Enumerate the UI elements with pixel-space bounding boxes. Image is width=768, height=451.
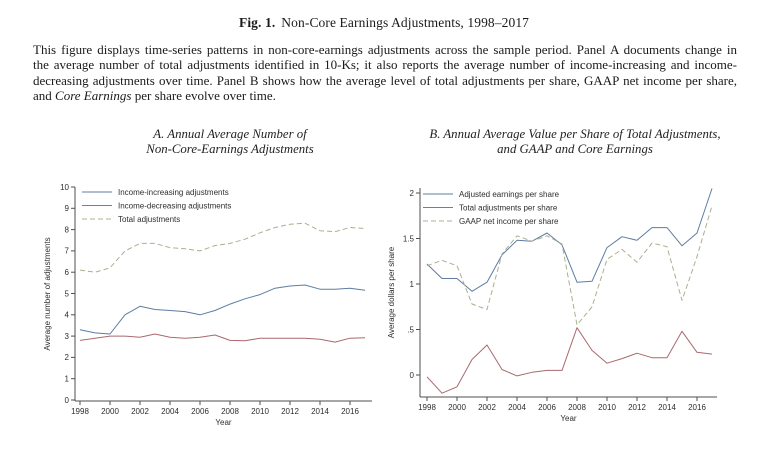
caption-line-2: the average number of total adjustments identified in 10-Ks; it also reports the average number of income-increasing and income- [33, 57, 737, 73]
y-tick-label: .5 [407, 325, 414, 335]
legend-label: Total adjustments per share [459, 203, 558, 213]
series-line-total-adjustments [80, 223, 365, 272]
series-line-income-decreasing-adjustments [80, 334, 365, 342]
caption-line-3: decreasing adjustments over time. Panel B shows how the average level of total adjustments per share, GAAP net income per share, [33, 72, 737, 88]
legend-label: Income-decreasing adjustments [118, 201, 232, 211]
legend-label: Income-increasing adjustments [118, 188, 229, 197]
figure-title-text: Non-Core Earnings Adjustments, 1998–2017 [281, 15, 530, 30]
caption-core-earnings-italic: Core Earnings [55, 87, 132, 103]
figure-title [0, 15, 768, 31]
x-tick-label: 2008 [221, 407, 239, 416]
x-axis-title: Year [215, 418, 232, 427]
y-tick-label: 0 [409, 370, 414, 380]
panel-b-title-line1: B. Annual Average Value per Share of Total Adjustments, [429, 127, 721, 141]
x-tick-label: 2008 [568, 403, 586, 412]
panel-b-chart [385, 175, 725, 427]
y-tick-label: 9 [64, 204, 69, 214]
series-line-income-increasing-adjustments [80, 285, 365, 334]
x-tick-label: 2014 [311, 407, 329, 416]
x-tick-label: 2012 [281, 407, 299, 416]
y-tick-label: 2 [64, 353, 69, 363]
x-tick-label: 2012 [628, 403, 646, 412]
y-tick-label: 7 [64, 246, 69, 256]
x-tick-label: 2004 [161, 407, 179, 416]
legend-label: Adjusted earnings per share [459, 190, 560, 199]
y-tick-label: 1 [409, 279, 414, 289]
figure-caption [33, 42, 737, 103]
panel-b-title-line2: and GAAP and Core Earnings [497, 142, 653, 156]
caption-line-1: This figure displays time-series patterns in non-core-earnings adjustments across the sample period. Panel A documents change in [33, 42, 737, 57]
caption-line-4 [33, 88, 737, 103]
y-tick-label: 6 [64, 268, 69, 277]
x-tick-label: 2000 [448, 403, 466, 412]
y-tick-label: 0 [64, 395, 69, 405]
x-tick-label: 2010 [251, 407, 269, 416]
y-tick-label: 10 [60, 182, 69, 192]
x-tick-label: 2004 [508, 403, 526, 412]
y-axis-title: Average number of adjustments [43, 237, 52, 351]
y-tick-label: 5 [64, 289, 69, 299]
x-tick-label: 2014 [658, 403, 676, 412]
x-tick-label: 1998 [418, 403, 436, 412]
x-tick-label: 2002 [478, 403, 496, 412]
x-tick-label: 1998 [71, 407, 89, 416]
x-tick-label: 2000 [101, 407, 119, 416]
panel-a-title [60, 127, 400, 157]
x-tick-label: 2010 [598, 403, 616, 412]
legend-label: GAAP net income per share [459, 217, 559, 226]
legend-label: Total adjustments [118, 215, 181, 224]
x-tick-label: 2006 [191, 407, 209, 416]
panel-a-chart [40, 175, 380, 427]
y-tick-label: 1 [64, 374, 69, 384]
x-tick-label: 2016 [341, 407, 359, 416]
y-tick-label: 2 [409, 188, 414, 198]
x-tick-label: 2002 [131, 407, 149, 416]
y-tick-label: 1.5 [402, 234, 414, 244]
panel-b-title [400, 127, 750, 157]
y-tick-label: 8 [64, 225, 69, 235]
caption-last-post: per share evolve over time. [131, 87, 276, 103]
caption-last-pre: and [33, 87, 56, 103]
x-axis-title: Year [560, 414, 577, 423]
y-axis-title: Average dollars per share [387, 246, 396, 339]
panel-a-title-line1: A. Annual Average Number of [153, 127, 307, 141]
panel-a-title-line2: Non-Core-Earnings Adjustments [146, 142, 314, 156]
series-line-total-adjustments-per-share [427, 328, 712, 394]
figure-label: Fig. 1. [238, 15, 276, 30]
x-tick-label: 2006 [538, 403, 556, 412]
y-tick-label: 4 [64, 310, 69, 320]
y-tick-label: 3 [64, 331, 69, 341]
x-tick-label: 2016 [688, 403, 706, 412]
